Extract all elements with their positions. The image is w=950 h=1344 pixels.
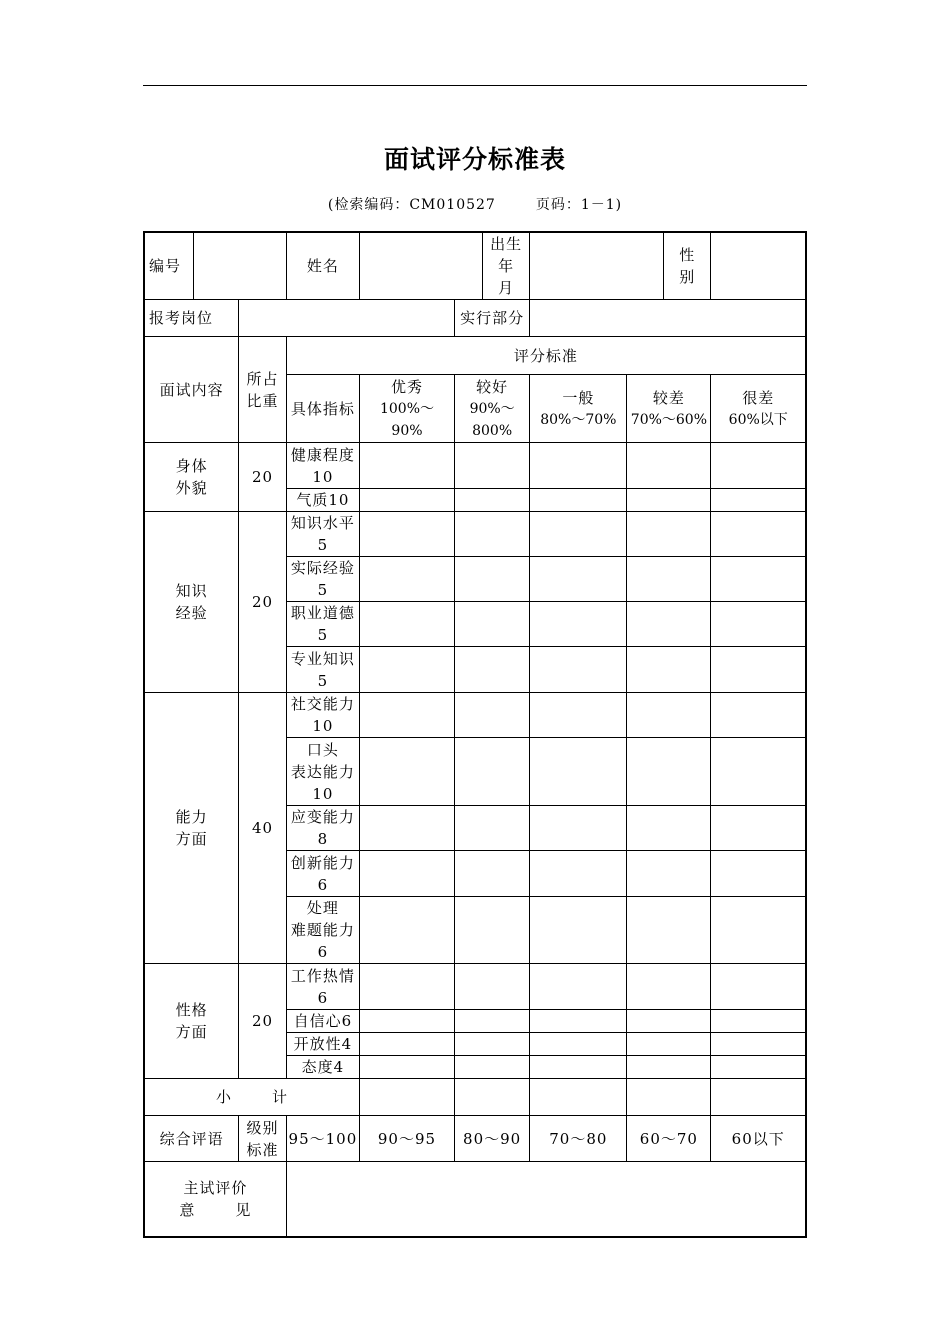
score-cell-excellent[interactable] [360, 647, 455, 693]
indicator-line: 10 [312, 717, 334, 735]
examiner-row [144, 1162, 806, 1237]
level-range: 90% [391, 422, 423, 439]
header-rule [143, 85, 807, 86]
indicator-cell [286, 897, 359, 964]
score-cell-excellent[interactable] [360, 443, 455, 489]
level-range: 800% [472, 422, 513, 439]
grade-standard-label [239, 1116, 286, 1162]
score-cell-average[interactable] [530, 851, 627, 897]
level-name: 很差 [742, 388, 775, 407]
section-name-line1: 知识 [175, 582, 208, 600]
level-good-header [454, 375, 529, 443]
score-cell-average[interactable] [530, 512, 627, 557]
section-name-line1: 性格 [175, 1001, 208, 1019]
indicator-line: 应变能力 [290, 808, 355, 826]
indicator-line: 6 [317, 875, 329, 894]
score-cell-poor[interactable] [627, 489, 711, 512]
grade-label-line1: 级别 [246, 1118, 279, 1137]
score-cell-excellent[interactable] [360, 851, 455, 897]
indicator-line: 6 [317, 988, 329, 1007]
section-name-line2: 经验 [175, 604, 208, 622]
score-cell-average[interactable] [530, 897, 627, 964]
subtotal-label-1: 小 [216, 1088, 233, 1106]
indicator-cell [286, 693, 359, 738]
level-range: 80%～70% [540, 411, 617, 428]
score-cell-average[interactable] [530, 964, 627, 1010]
indicator-line: 处理 [306, 899, 339, 917]
subtotal-label-2: 计 [272, 1088, 289, 1106]
score-cell-average[interactable] [530, 1056, 627, 1079]
position-label: 报考岗位 [144, 300, 239, 337]
examiner-comment-field[interactable] [286, 1162, 806, 1237]
section-name [144, 512, 239, 693]
indicator-line: 5 [317, 671, 329, 690]
section-name-line1: 能力 [175, 808, 208, 826]
grade-option[interactable]: 80～90 [454, 1116, 529, 1162]
score-cell-poor[interactable] [627, 897, 711, 964]
indicator-line: 难题能力 [290, 921, 355, 939]
score-cell-poor[interactable] [627, 647, 711, 693]
section-weight: 20 [239, 964, 286, 1079]
score-cell-good[interactable] [454, 1056, 529, 1079]
section-name [144, 443, 239, 512]
score-cell-bad[interactable] [711, 602, 806, 647]
name-label: 姓名 [286, 232, 359, 300]
score-cell-bad[interactable] [711, 851, 806, 897]
indicator-line: 健康程度 [290, 445, 355, 464]
score-cell-excellent[interactable] [360, 964, 455, 1010]
indicator-cell [286, 647, 359, 693]
section-name-line1: 身体 [175, 457, 208, 475]
indicator-cell [286, 851, 359, 897]
indicator-line: 5 [317, 581, 329, 599]
grade-option[interactable]: 60～70 [627, 1116, 711, 1162]
grade-option[interactable]: 95～100 [286, 1116, 359, 1162]
table-row [144, 443, 806, 489]
examiner-label [144, 1162, 286, 1237]
score-cell-bad[interactable] [711, 738, 806, 806]
score-cell-excellent[interactable] [360, 557, 455, 602]
indicator-cell: 自信心6 [286, 1010, 359, 1033]
section-weight: 20 [239, 512, 286, 693]
score-cell-bad[interactable] [711, 1056, 806, 1079]
section-weight: 40 [239, 693, 286, 964]
indicator-line: 职业道德 [290, 604, 355, 622]
subtotal-label [144, 1079, 360, 1116]
overall-row [144, 1116, 806, 1162]
score-cell-good[interactable] [454, 738, 529, 806]
grade-label-line2: 标准 [246, 1140, 279, 1159]
indicator-line: 工作热情 [290, 966, 355, 985]
score-cell-bad[interactable] [711, 806, 806, 851]
examiner-label-line2 [145, 1199, 286, 1221]
score-cell-average[interactable] [530, 557, 627, 602]
subtotal-bad[interactable] [711, 1079, 806, 1116]
score-cell-average[interactable] [530, 443, 627, 489]
grade-option[interactable]: 60以下 [711, 1116, 806, 1162]
indicator-line: 口头 [306, 740, 339, 759]
score-cell-poor[interactable] [627, 557, 711, 602]
score-cell-good[interactable] [454, 443, 529, 489]
score-cell-excellent[interactable] [360, 602, 455, 647]
score-cell-excellent[interactable] [360, 738, 455, 806]
indicator-line: 知识水平 [290, 514, 355, 532]
indicator-line: 10 [312, 467, 334, 486]
page-number: 页码：1－1) [535, 197, 623, 213]
page-title: 面试评分标准表 [383, 145, 566, 174]
gender-label [664, 232, 711, 300]
score-cell-bad[interactable] [711, 1010, 806, 1033]
indicator-cell: 开放性4 [286, 1033, 359, 1056]
score-cell-poor[interactable] [627, 602, 711, 647]
score-cell-bad[interactable] [711, 443, 806, 489]
dept-field[interactable] [530, 300, 806, 337]
score-cell-average[interactable] [530, 693, 627, 738]
examiner-label-line1: 主试评价 [183, 1178, 248, 1197]
indicator-cell: 态度4 [286, 1056, 359, 1079]
level-name: 优秀 [390, 377, 423, 396]
score-cell-good[interactable] [454, 851, 529, 897]
indicator-line: 创新能力 [290, 853, 355, 872]
score-cell-excellent[interactable] [360, 1010, 455, 1033]
indicator-cell [286, 964, 359, 1010]
level-range: 90%～ [469, 400, 515, 417]
column-header-row-1 [144, 337, 806, 375]
score-cell-good[interactable] [454, 647, 529, 693]
indicator-line: 6 [317, 943, 329, 961]
examiner-label-char: 见 [235, 1200, 252, 1219]
weight-header-line2: 比重 [246, 391, 279, 410]
indicator-line: 5 [317, 536, 329, 554]
level-range: 60%以下 [728, 411, 788, 428]
position-row [144, 300, 806, 337]
score-cell-poor[interactable] [627, 443, 711, 489]
score-cell-average[interactable] [530, 1033, 627, 1056]
score-cell-average[interactable] [530, 1010, 627, 1033]
score-cell-bad[interactable] [711, 897, 806, 964]
no-field[interactable] [194, 232, 287, 300]
indicator-line: 专业知识 [290, 649, 355, 668]
score-cell-good[interactable] [454, 693, 529, 738]
grade-option[interactable]: 90～95 [360, 1116, 455, 1162]
weight-header-line1: 所占 [246, 369, 279, 388]
score-cell-excellent[interactable] [360, 897, 455, 964]
section-name-line2: 方面 [175, 830, 208, 848]
birth-label-line1: 出生年 [490, 235, 523, 275]
overall-label: 综合评语 [144, 1116, 239, 1162]
level-name: 较差 [652, 388, 685, 407]
score-cell-bad[interactable] [711, 647, 806, 693]
evaluation-table [143, 231, 807, 1238]
section-weight: 20 [239, 443, 286, 512]
indicator-cell [286, 443, 359, 489]
indicator-cell: 气质10 [286, 489, 359, 512]
level-average-header [530, 375, 627, 443]
level-name: 一般 [562, 388, 595, 407]
level-name: 较好 [476, 377, 509, 396]
subtotal-excellent[interactable] [360, 1079, 455, 1116]
gender-label-line1: 性 [679, 246, 696, 264]
score-cell-bad[interactable] [711, 964, 806, 1010]
score-cell-bad[interactable] [711, 489, 806, 512]
indicator-line: 10 [312, 784, 334, 803]
section-name-line2: 外貌 [175, 479, 208, 497]
subtotal-good[interactable] [454, 1079, 529, 1116]
indicator-cell [286, 557, 359, 602]
table-row [144, 512, 806, 557]
score-cell-good[interactable] [454, 806, 529, 851]
score-cell-excellent[interactable] [360, 512, 455, 557]
name-field[interactable] [360, 232, 483, 300]
score-cell-average[interactable] [530, 738, 627, 806]
score-cell-excellent[interactable] [360, 693, 455, 738]
table-row [144, 693, 806, 738]
level-poor-header [627, 375, 711, 443]
birth-label [482, 232, 529, 300]
score-cell-poor[interactable] [627, 1056, 711, 1079]
score-cell-poor[interactable] [627, 1033, 711, 1056]
score-cell-average[interactable] [530, 647, 627, 693]
score-cell-average[interactable] [530, 806, 627, 851]
score-cell-good[interactable] [454, 557, 529, 602]
score-cell-poor[interactable] [627, 512, 711, 557]
score-cell-bad[interactable] [711, 1033, 806, 1056]
score-cell-bad[interactable] [711, 512, 806, 557]
page-subtitle [0, 194, 950, 214]
gender-label-line2: 别 [679, 268, 696, 286]
score-cell-poor[interactable] [627, 806, 711, 851]
indicator-cell [286, 602, 359, 647]
gender-field[interactable] [711, 232, 806, 300]
section-name [144, 964, 239, 1079]
score-cell-poor[interactable] [627, 851, 711, 897]
grade-option[interactable]: 70～80 [530, 1116, 627, 1162]
retrieval-code: (检索编码：CM010527 [327, 197, 496, 213]
position-field[interactable] [239, 300, 455, 337]
section-name [144, 693, 239, 964]
score-cell-poor[interactable] [627, 693, 711, 738]
score-cell-average[interactable] [530, 602, 627, 647]
no-label: 编号 [144, 232, 194, 300]
subtotal-row [144, 1079, 806, 1116]
indicator-cell [286, 512, 359, 557]
indicator-line: 5 [317, 626, 329, 644]
score-cell-poor[interactable] [627, 738, 711, 806]
level-excellent-header [360, 375, 455, 443]
header-row [144, 232, 806, 300]
indicator-cell [286, 806, 359, 851]
subtotal-average[interactable] [530, 1079, 627, 1116]
score-cell-good[interactable] [454, 1010, 529, 1033]
score-cell-excellent[interactable] [360, 1033, 455, 1056]
birth-label-line2: 月 [498, 279, 515, 297]
score-cell-poor[interactable] [627, 1010, 711, 1033]
indicator-line: 8 [317, 830, 329, 848]
score-cell-bad[interactable] [711, 693, 806, 738]
indicator-header: 具体指标 [286, 375, 359, 443]
score-cell-good[interactable] [454, 1033, 529, 1056]
standard-header: 评分标准 [286, 337, 806, 375]
score-cell-good[interactable] [454, 964, 529, 1010]
indicator-line: 实际经验 [290, 559, 355, 577]
score-cell-good[interactable] [454, 489, 529, 512]
score-cell-good[interactable] [454, 512, 529, 557]
birth-field[interactable] [530, 232, 664, 300]
indicator-cell [286, 738, 359, 806]
section-name-line2: 方面 [175, 1023, 208, 1041]
level-range: 70%～60% [630, 411, 708, 428]
score-cell-good[interactable] [454, 897, 529, 964]
score-cell-bad[interactable] [711, 557, 806, 602]
subtotal-poor[interactable] [627, 1079, 711, 1116]
weight-header [239, 337, 286, 443]
indicator-line: 表达能力 [290, 762, 355, 781]
level-range: 100%～ [379, 400, 434, 417]
indicator-line: 社交能力 [290, 695, 355, 713]
dept-label: 实行部分 [454, 300, 529, 337]
score-cell-good[interactable] [454, 602, 529, 647]
examiner-label-char: 意 [179, 1200, 196, 1219]
score-cell-excellent[interactable] [360, 1056, 455, 1079]
content-header: 面试内容 [144, 337, 239, 443]
score-cell-excellent[interactable] [360, 806, 455, 851]
level-bad-header [711, 375, 806, 443]
score-cell-poor[interactable] [627, 964, 711, 1010]
table-row [144, 964, 806, 1010]
score-cell-average[interactable] [530, 489, 627, 512]
score-cell-excellent[interactable] [360, 489, 455, 512]
